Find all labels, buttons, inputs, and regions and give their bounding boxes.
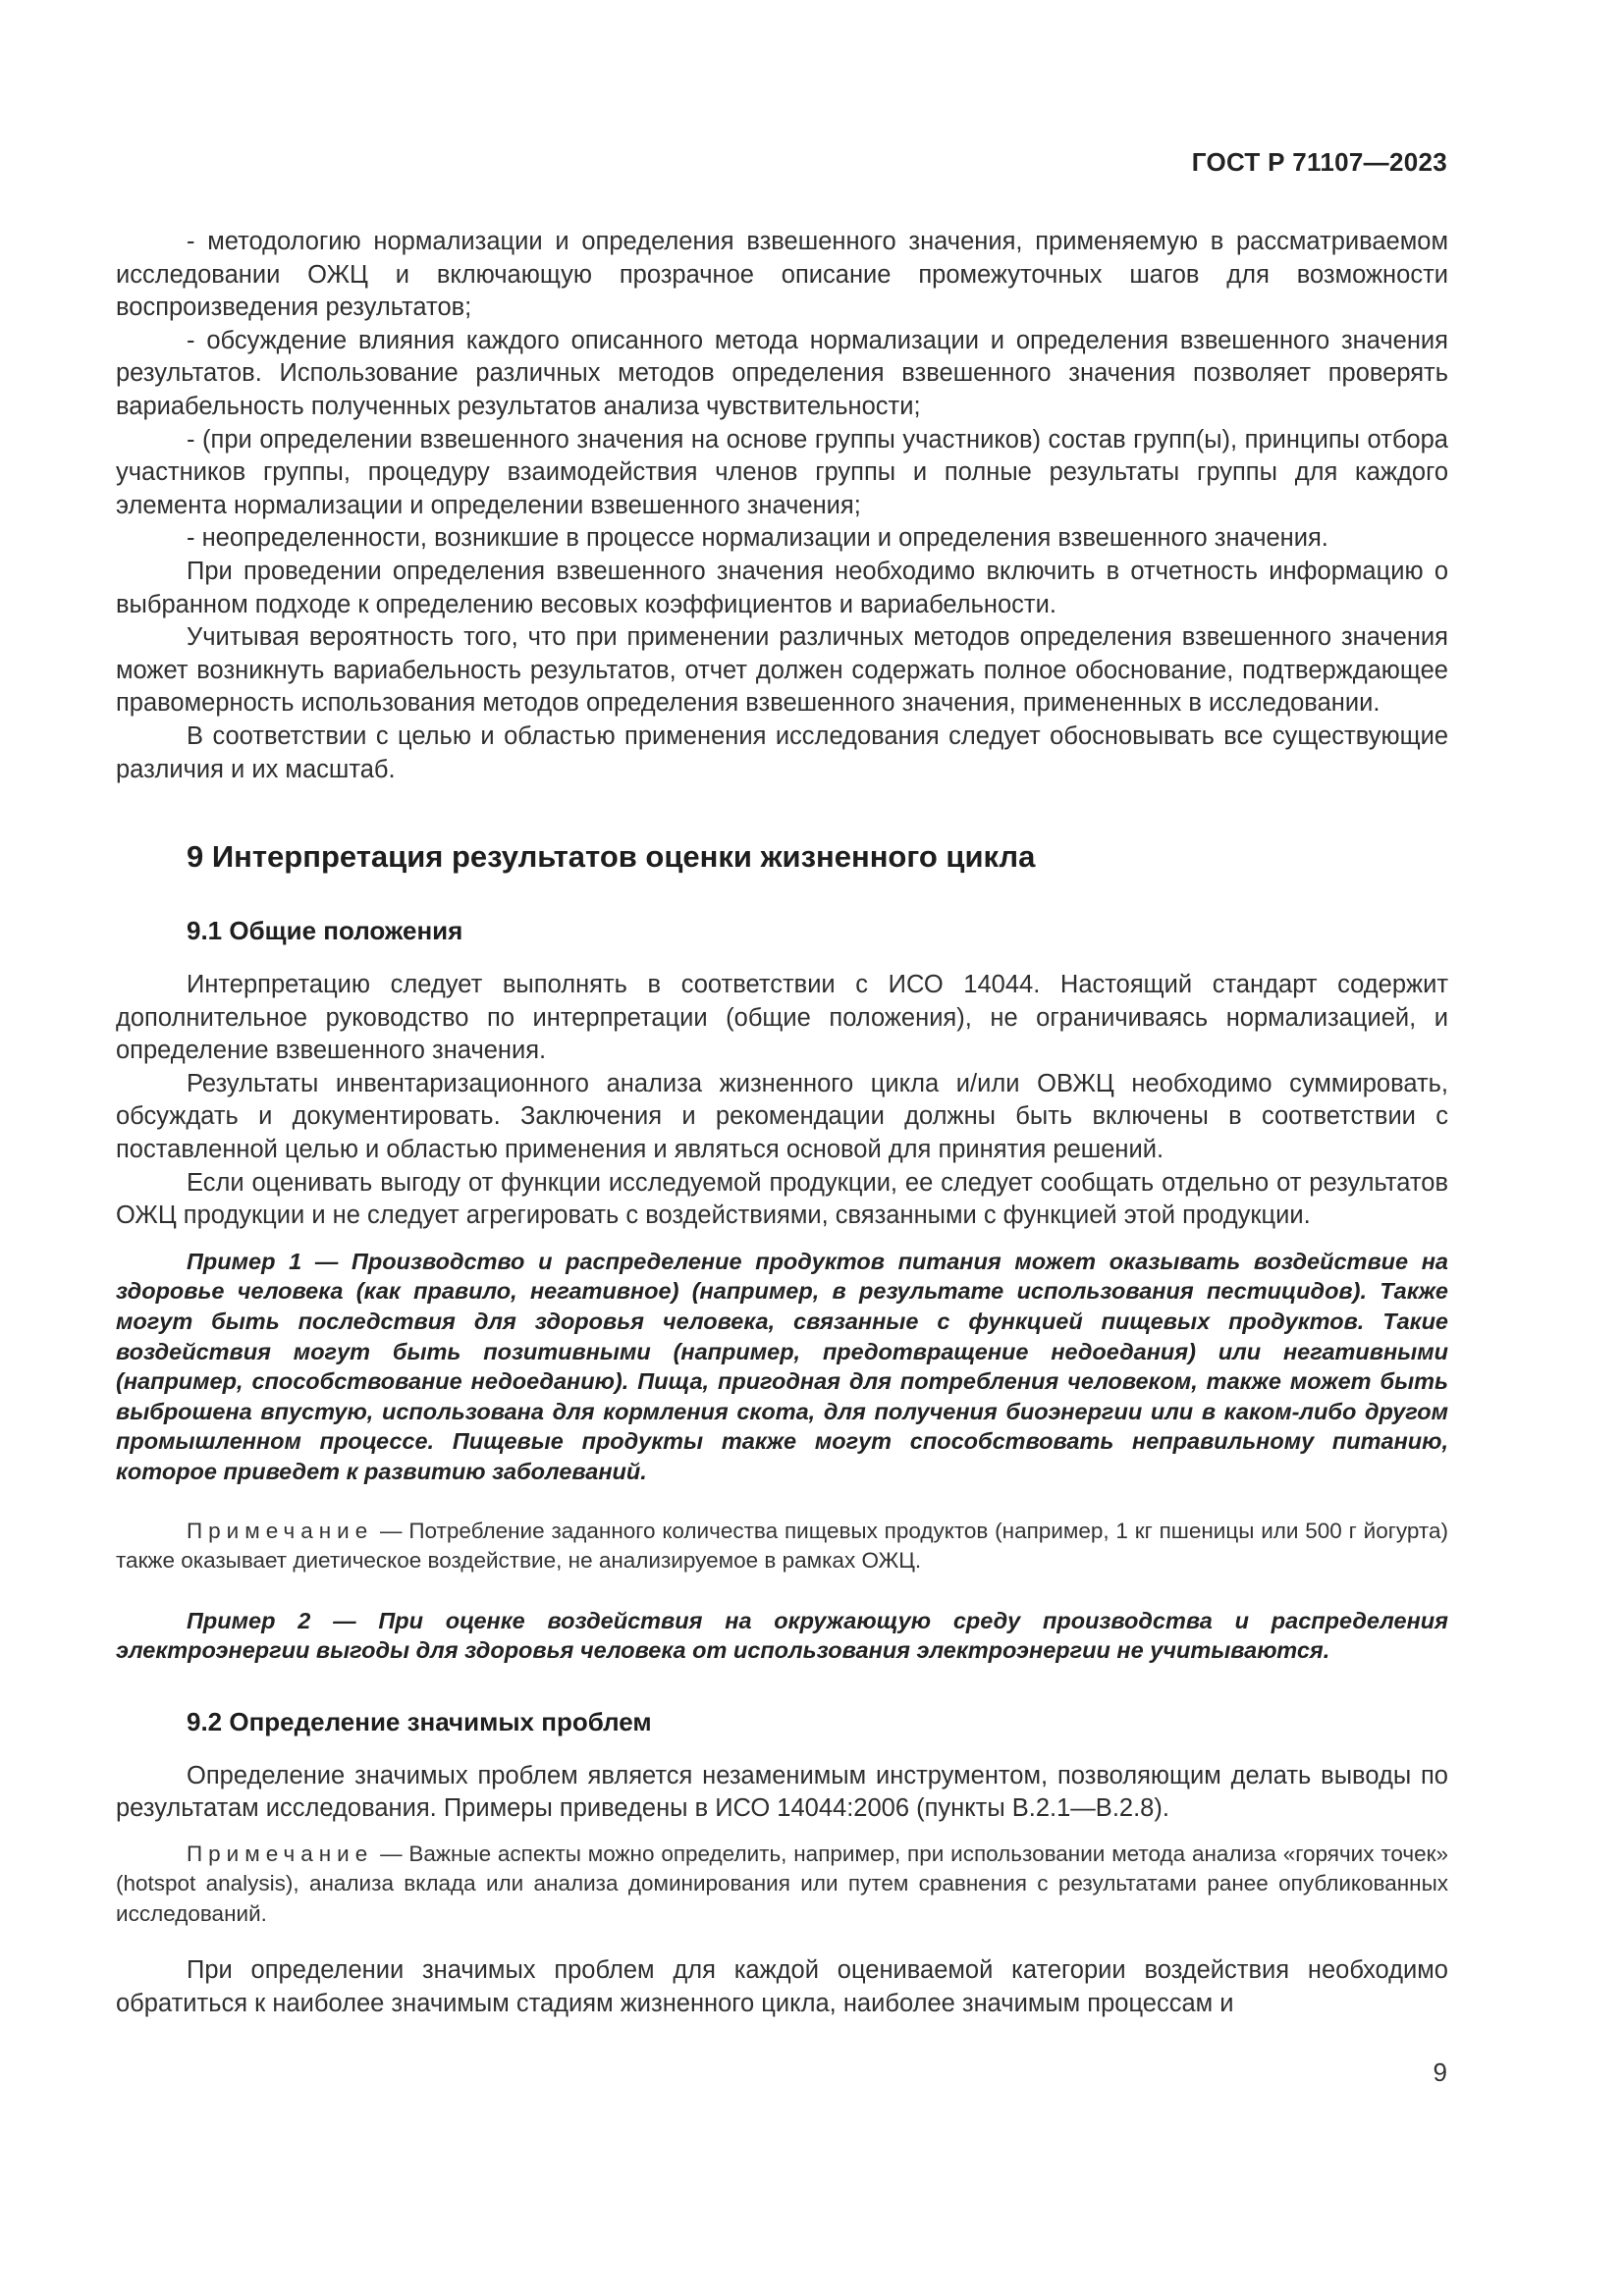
list-item: - (при определении взвешенного значения на основе группы участников) состав групп(ы), принципы отбора участников группы, процедуру взаимодействия членов группы и полные результаты группы для каждого элемента нормализации и определении взвешенного значения;	[116, 425, 1448, 519]
list-item: - неопределенности, возникшие в процессе нормализации и определения взвешенного значения.	[187, 524, 1328, 553]
paragraph: При проведении определения взвешенного значения необходимо включить в отчетность информацию о выбранном подходе к определению весовых коэффициентов и вариабельности.	[116, 557, 1448, 618]
page-number: 9	[1433, 2057, 1447, 2087]
intro-list	[116, 226, 1448, 556]
note-text: — Важные аспекты можно определить, например, при использовании метода анализа «горячих точек» (hotspot analysis), анализа вклада или анализа доминирования или путем сравнения с результатами ранее опубликованных исследований.	[116, 1841, 1448, 1926]
note-label: Примечание	[187, 1841, 374, 1866]
note-2	[116, 1840, 1448, 1930]
paragraph: Интерпретацию следует выполнять в соответствии с ИСО 14044. Настоящий стандарт содержит дополнительное руководство по интерпретации (общие положения), не ограничиваясь нормализацией, и определение взвешенного значения.	[116, 971, 1448, 1065]
list-item: - обсуждение влияния каждого описанного метода нормализации и определения взвешенного значения результатов. Использование различных методов определения взвешенного значения позволяет проверять вариабельность полученных результатов анализа чувствительности;	[116, 326, 1448, 420]
section-9-2-heading: 9.2 Определение значимых проблем	[187, 1706, 652, 1736]
section-9-heading: 9 Интерпретация результатов оценки жизненного цикла	[187, 839, 1036, 875]
note-1	[116, 1517, 1448, 1576]
section-9-1-heading: 9.1 Общие положения	[187, 916, 463, 946]
note-text: — Потребление заданного количества пищевых продуктов (например, 1 кг пшеницы или 500 г йогурта) также оказывает диетическое воздействие, не анализируемое в рамках ОЖЦ.	[116, 1518, 1448, 1574]
paragraph: Если оценивать выгоду от функции исследуемой продукции, ее следует сообщать отдельно от результатов ОЖЦ продукции и не следует агрегировать с воздействиями, связанными с функцией этой продукции.	[116, 1168, 1448, 1230]
example-1: Пример 1 — Производство и распределение продуктов питания может оказывать воздействие на здоровье человека (как правило, негативное) (например, в результате использования пестицидов). Также могут быть последствия для здоровья человека, связанные с функцией пищевых продуктов. Такие воздействия могут быть позитивными (например, предотвращение недоедания) или негативными (например, способствование недоеданию). Пища, пригодная для потребления человеком, также может быть выброшена впустую, использована для кормления скота, для получения биоэнергии или в каком-либо другом промышленном процессе. Пищевые продукты также могут способствовать неправильному питанию, которое приведет к развитию заболеваний.	[116, 1248, 1448, 1484]
standard-header: ГОСТ Р 71107—2023	[1191, 147, 1447, 177]
example-2: Пример 2 — При оценке воздействия на окружающую среду производства и распределения электроэнергии выгоды для здоровья человека от использования электроэнергии не учитываются.	[116, 1607, 1448, 1664]
note-label: Примечание	[187, 1518, 374, 1543]
paragraph: Определение значимых проблем является незаменимым инструментом, позволяющим делать выводы по результатам исследования. Примеры приведены в ИСО 14044:2006 (пункты В.2.1—В.2.8).	[116, 1761, 1448, 1823]
paragraph: При определении значимых проблем для каждой оцениваемой категории воздействия необходимо обратиться к наиболее значимым стадиям жизненного цикла, наиболее значимым процессам и	[116, 1956, 1448, 2018]
paragraph: Результаты инвентаризационного анализа жизненного цикла и/или ОВЖЦ необходимо суммировать, обсуждать и документировать. Заключения и рекомендации должны быть включены в соответствии с поставленной целью и областью применения и являться основой для принятия решений.	[116, 1069, 1448, 1164]
paragraph: Учитывая вероятность того, что при применении различных методов определения взвешенного значения может возникнуть вариабельность результатов, отчет должен содержать полное обоснование, подтверждающее правомерность использования методов определения взвешенного значения, примененных в исследовании.	[116, 623, 1448, 718]
list-item: - методологию нормализации и определения взвешенного значения, применяемую в рассматриваемом исследовании ОЖЦ и включающую прозрачное описание промежуточных шагов для возможности воспроизведения результатов;	[116, 228, 1448, 322]
document-body	[116, 226, 1448, 2021]
paragraph: В соответствии с целью и областью применения исследования следует обосновывать все существующие различия и их масштаб.	[116, 721, 1448, 783]
